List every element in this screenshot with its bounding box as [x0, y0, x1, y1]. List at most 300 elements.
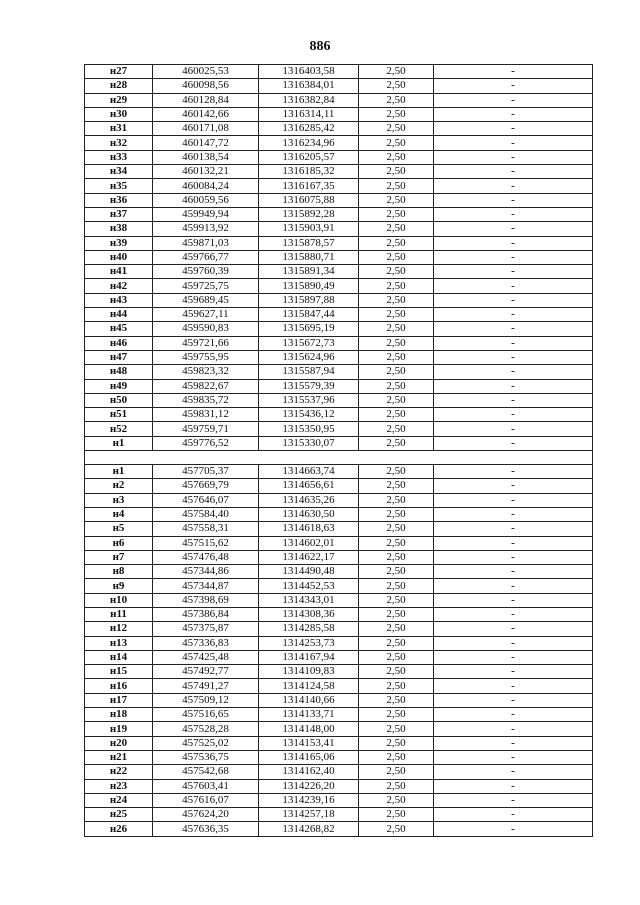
accuracy-cell: 2,50: [359, 665, 434, 679]
note-cell: -: [434, 207, 593, 221]
table-row: [85, 436, 593, 450]
y-coordinate-cell: 1315878,57: [259, 236, 359, 250]
table-row: [85, 293, 593, 307]
coordinates-table: [84, 64, 593, 837]
point-id-cell: н26: [85, 822, 153, 836]
table-row: [85, 536, 593, 550]
y-coordinate-cell: 1316167,35: [259, 179, 359, 193]
y-coordinate-cell: 1315880,71: [259, 250, 359, 264]
table-row: [85, 636, 593, 650]
y-coordinate-cell: 1314257,18: [259, 808, 359, 822]
note-cell: -: [434, 236, 593, 250]
table-row: [85, 65, 593, 79]
page-number: 886: [309, 39, 331, 54]
x-coordinate-cell: 457425,48: [153, 650, 259, 664]
accuracy-cell: 2,50: [359, 607, 434, 621]
x-coordinate-cell: 460171,08: [153, 122, 259, 136]
accuracy-cell: 2,50: [359, 165, 434, 179]
y-coordinate-cell: 1315847,44: [259, 308, 359, 322]
y-coordinate-cell: 1314308,36: [259, 607, 359, 621]
x-coordinate-cell: 460059,56: [153, 193, 259, 207]
x-coordinate-cell: 457528,28: [153, 722, 259, 736]
note-cell: -: [434, 665, 593, 679]
table-row: [85, 136, 593, 150]
x-coordinate-cell: 459755,95: [153, 350, 259, 364]
point-id-cell: н11: [85, 607, 153, 621]
table-row: [85, 207, 593, 221]
point-id-cell: н37: [85, 207, 153, 221]
table-row: [85, 679, 593, 693]
x-coordinate-cell: 457516,65: [153, 708, 259, 722]
x-coordinate-cell: 457398,69: [153, 593, 259, 607]
y-coordinate-cell: 1315890,49: [259, 279, 359, 293]
accuracy-cell: 2,50: [359, 136, 434, 150]
note-cell: -: [434, 250, 593, 264]
x-coordinate-cell: 460138,54: [153, 150, 259, 164]
point-id-cell: н19: [85, 722, 153, 736]
y-coordinate-cell: 1316382,84: [259, 93, 359, 107]
x-coordinate-cell: 457509,12: [153, 693, 259, 707]
note-cell: -: [434, 193, 593, 207]
point-id-cell: н8: [85, 565, 153, 579]
accuracy-cell: 2,50: [359, 107, 434, 121]
accuracy-cell: 2,50: [359, 336, 434, 350]
point-id-cell: н47: [85, 350, 153, 364]
table-row: [85, 465, 593, 479]
x-coordinate-cell: 459831,12: [153, 408, 259, 422]
note-cell: -: [434, 408, 593, 422]
table-row: [85, 622, 593, 636]
x-coordinate-cell: 459766,77: [153, 250, 259, 264]
point-id-cell: н17: [85, 693, 153, 707]
point-id-cell: н46: [85, 336, 153, 350]
point-id-cell: н27: [85, 65, 153, 79]
table-row: [85, 822, 593, 836]
point-id-cell: н32: [85, 136, 153, 150]
y-coordinate-cell: 1315891,34: [259, 265, 359, 279]
point-id-cell: н1: [85, 436, 153, 450]
point-id-cell: н1: [85, 465, 153, 479]
point-id-cell: н18: [85, 708, 153, 722]
point-id-cell: н39: [85, 236, 153, 250]
note-cell: -: [434, 622, 593, 636]
point-id-cell: н20: [85, 736, 153, 750]
table-row: [85, 665, 593, 679]
table-row: [85, 250, 593, 264]
table-row: [85, 107, 593, 121]
note-cell: -: [434, 350, 593, 364]
x-coordinate-cell: 457525,02: [153, 736, 259, 750]
point-id-cell: н38: [85, 222, 153, 236]
point-id-cell: н50: [85, 393, 153, 407]
x-coordinate-cell: 459776,52: [153, 436, 259, 450]
x-coordinate-cell: 459721,66: [153, 336, 259, 350]
note-cell: -: [434, 579, 593, 593]
y-coordinate-cell: 1314226,20: [259, 779, 359, 793]
x-coordinate-cell: 459627,11: [153, 308, 259, 322]
note-cell: -: [434, 536, 593, 550]
table-row: [85, 193, 593, 207]
table-row: [85, 693, 593, 707]
table-row: [85, 165, 593, 179]
x-coordinate-cell: 457336,83: [153, 636, 259, 650]
x-coordinate-cell: 460025,53: [153, 65, 259, 79]
accuracy-cell: 2,50: [359, 79, 434, 93]
x-coordinate-cell: 460142,66: [153, 107, 259, 121]
point-id-cell: н6: [85, 536, 153, 550]
x-coordinate-cell: 459835,72: [153, 393, 259, 407]
y-coordinate-cell: 1314140,66: [259, 693, 359, 707]
y-coordinate-cell: 1316285,42: [259, 122, 359, 136]
x-coordinate-cell: 457491,27: [153, 679, 259, 693]
point-id-cell: н51: [85, 408, 153, 422]
accuracy-cell: 2,50: [359, 679, 434, 693]
note-cell: -: [434, 750, 593, 764]
accuracy-cell: 2,50: [359, 379, 434, 393]
x-coordinate-cell: 457705,37: [153, 465, 259, 479]
point-id-cell: н25: [85, 808, 153, 822]
y-coordinate-cell: 1314630,50: [259, 507, 359, 521]
note-cell: -: [434, 550, 593, 564]
note-cell: -: [434, 507, 593, 521]
note-cell: -: [434, 822, 593, 836]
x-coordinate-cell: 459871,03: [153, 236, 259, 250]
x-coordinate-cell: 457542,68: [153, 765, 259, 779]
table-row: [85, 736, 593, 750]
note-cell: -: [434, 293, 593, 307]
x-coordinate-cell: 459689,45: [153, 293, 259, 307]
point-id-cell: н21: [85, 750, 153, 764]
note-cell: -: [434, 150, 593, 164]
point-id-cell: н43: [85, 293, 153, 307]
note-cell: -: [434, 65, 593, 79]
x-coordinate-cell: 457536,75: [153, 750, 259, 764]
table-row: [85, 765, 593, 779]
point-id-cell: н3: [85, 493, 153, 507]
table-row: [85, 422, 593, 436]
table-row: [85, 722, 593, 736]
point-id-cell: н41: [85, 265, 153, 279]
point-id-cell: н35: [85, 179, 153, 193]
accuracy-cell: 2,50: [359, 579, 434, 593]
x-coordinate-cell: 460084,24: [153, 179, 259, 193]
accuracy-cell: 2,50: [359, 222, 434, 236]
y-coordinate-cell: 1315695,19: [259, 322, 359, 336]
group-separator-row: [85, 451, 593, 465]
x-coordinate-cell: 459823,32: [153, 365, 259, 379]
note-cell: -: [434, 107, 593, 121]
y-coordinate-cell: 1314148,00: [259, 722, 359, 736]
x-coordinate-cell: 460147,72: [153, 136, 259, 150]
note-cell: -: [434, 493, 593, 507]
table-row: [85, 650, 593, 664]
accuracy-cell: 2,50: [359, 408, 434, 422]
x-coordinate-cell: 457375,87: [153, 622, 259, 636]
y-coordinate-cell: 1314663,74: [259, 465, 359, 479]
accuracy-cell: 2,50: [359, 808, 434, 822]
note-cell: -: [434, 365, 593, 379]
point-id-cell: н16: [85, 679, 153, 693]
x-coordinate-cell: 457492,77: [153, 665, 259, 679]
accuracy-cell: 2,50: [359, 493, 434, 507]
table-row: [85, 522, 593, 536]
accuracy-cell: 2,50: [359, 736, 434, 750]
y-coordinate-cell: 1315672,73: [259, 336, 359, 350]
accuracy-cell: 2,50: [359, 765, 434, 779]
x-coordinate-cell: 459590,83: [153, 322, 259, 336]
table-row: [85, 708, 593, 722]
x-coordinate-cell: 459949,94: [153, 207, 259, 221]
y-coordinate-cell: 1316205,57: [259, 150, 359, 164]
accuracy-cell: 2,50: [359, 722, 434, 736]
accuracy-cell: 2,50: [359, 65, 434, 79]
accuracy-cell: 2,50: [359, 636, 434, 650]
table-row: [85, 350, 593, 364]
y-coordinate-cell: 1315587,94: [259, 365, 359, 379]
table-row: [85, 79, 593, 93]
accuracy-cell: 2,50: [359, 436, 434, 450]
y-coordinate-cell: 1315579,39: [259, 379, 359, 393]
table-row: [85, 393, 593, 407]
table-row: [85, 379, 593, 393]
accuracy-cell: 2,50: [359, 565, 434, 579]
y-coordinate-cell: 1314153,41: [259, 736, 359, 750]
accuracy-cell: 2,50: [359, 593, 434, 607]
note-cell: -: [434, 607, 593, 621]
note-cell: -: [434, 122, 593, 136]
table-row: [85, 593, 593, 607]
table-row: [85, 279, 593, 293]
point-id-cell: н24: [85, 793, 153, 807]
table-row: [85, 150, 593, 164]
point-id-cell: н4: [85, 507, 153, 521]
accuracy-cell: 2,50: [359, 779, 434, 793]
point-id-cell: н12: [85, 622, 153, 636]
accuracy-cell: 2,50: [359, 279, 434, 293]
accuracy-cell: 2,50: [359, 422, 434, 436]
y-coordinate-cell: 1314285,58: [259, 622, 359, 636]
note-cell: -: [434, 565, 593, 579]
accuracy-cell: 2,50: [359, 179, 434, 193]
note-cell: -: [434, 422, 593, 436]
note-cell: -: [434, 479, 593, 493]
accuracy-cell: 2,50: [359, 708, 434, 722]
table-row: [85, 408, 593, 422]
y-coordinate-cell: 1314343,01: [259, 593, 359, 607]
note-cell: -: [434, 808, 593, 822]
point-id-cell: н14: [85, 650, 153, 664]
y-coordinate-cell: 1314133,71: [259, 708, 359, 722]
point-id-cell: н42: [85, 279, 153, 293]
accuracy-cell: 2,50: [359, 550, 434, 564]
y-coordinate-cell: 1314253,73: [259, 636, 359, 650]
x-coordinate-cell: 459759,71: [153, 422, 259, 436]
table-row: [85, 122, 593, 136]
accuracy-cell: 2,50: [359, 693, 434, 707]
point-id-cell: н48: [85, 365, 153, 379]
point-id-cell: н5: [85, 522, 153, 536]
table-row: [85, 779, 593, 793]
note-cell: -: [434, 308, 593, 322]
note-cell: -: [434, 793, 593, 807]
note-cell: -: [434, 736, 593, 750]
note-cell: -: [434, 336, 593, 350]
point-id-cell: н30: [85, 107, 153, 121]
accuracy-cell: 2,50: [359, 265, 434, 279]
y-coordinate-cell: 1314167,94: [259, 650, 359, 664]
accuracy-cell: 2,50: [359, 622, 434, 636]
point-id-cell: н33: [85, 150, 153, 164]
y-coordinate-cell: 1314452,53: [259, 579, 359, 593]
x-coordinate-cell: 457636,35: [153, 822, 259, 836]
y-coordinate-cell: 1314124,58: [259, 679, 359, 693]
note-cell: -: [434, 379, 593, 393]
y-coordinate-cell: 1315330,07: [259, 436, 359, 450]
y-coordinate-cell: 1314239,16: [259, 793, 359, 807]
x-coordinate-cell: 457669,79: [153, 479, 259, 493]
note-cell: -: [434, 650, 593, 664]
point-id-cell: н34: [85, 165, 153, 179]
note-cell: -: [434, 679, 593, 693]
point-id-cell: н29: [85, 93, 153, 107]
note-cell: -: [434, 179, 593, 193]
point-id-cell: н2: [85, 479, 153, 493]
note-cell: -: [434, 279, 593, 293]
x-coordinate-cell: 457624,20: [153, 808, 259, 822]
x-coordinate-cell: 457344,87: [153, 579, 259, 593]
y-coordinate-cell: 1314490,48: [259, 565, 359, 579]
accuracy-cell: 2,50: [359, 350, 434, 364]
accuracy-cell: 2,50: [359, 322, 434, 336]
accuracy-cell: 2,50: [359, 822, 434, 836]
y-coordinate-cell: 1315537,96: [259, 393, 359, 407]
note-cell: -: [434, 79, 593, 93]
y-coordinate-cell: 1314602,01: [259, 536, 359, 550]
y-coordinate-cell: 1314635,26: [259, 493, 359, 507]
point-id-cell: н15: [85, 665, 153, 679]
note-cell: -: [434, 636, 593, 650]
y-coordinate-cell: 1316075,88: [259, 193, 359, 207]
accuracy-cell: 2,50: [359, 122, 434, 136]
point-id-cell: н23: [85, 779, 153, 793]
note-cell: -: [434, 522, 593, 536]
y-coordinate-cell: 1316234,96: [259, 136, 359, 150]
x-coordinate-cell: 457515,62: [153, 536, 259, 550]
accuracy-cell: 2,50: [359, 93, 434, 107]
point-id-cell: н44: [85, 308, 153, 322]
point-id-cell: н49: [85, 379, 153, 393]
y-coordinate-cell: 1314165,06: [259, 750, 359, 764]
y-coordinate-cell: 1314618,63: [259, 522, 359, 536]
accuracy-cell: 2,50: [359, 522, 434, 536]
y-coordinate-cell: 1314656,61: [259, 479, 359, 493]
x-coordinate-cell: 460128,84: [153, 93, 259, 107]
y-coordinate-cell: 1314109,83: [259, 665, 359, 679]
accuracy-cell: 2,50: [359, 750, 434, 764]
note-cell: -: [434, 93, 593, 107]
note-cell: -: [434, 465, 593, 479]
x-coordinate-cell: 457558,31: [153, 522, 259, 536]
table-row: [85, 550, 593, 564]
note-cell: -: [434, 765, 593, 779]
y-coordinate-cell: 1314162,40: [259, 765, 359, 779]
x-coordinate-cell: 460098,56: [153, 79, 259, 93]
accuracy-cell: 2,50: [359, 193, 434, 207]
table-row: [85, 222, 593, 236]
x-coordinate-cell: 457584,40: [153, 507, 259, 521]
table-row: [85, 336, 593, 350]
x-coordinate-cell: 459913,92: [153, 222, 259, 236]
y-coordinate-cell: 1315903,91: [259, 222, 359, 236]
table-row: [85, 365, 593, 379]
separator-cell: [85, 451, 593, 465]
table-row: [85, 565, 593, 579]
note-cell: -: [434, 136, 593, 150]
accuracy-cell: 2,50: [359, 479, 434, 493]
y-coordinate-cell: 1315897,88: [259, 293, 359, 307]
accuracy-cell: 2,50: [359, 250, 434, 264]
y-coordinate-cell: 1315350,95: [259, 422, 359, 436]
y-coordinate-cell: 1315436,12: [259, 408, 359, 422]
note-cell: -: [434, 322, 593, 336]
y-coordinate-cell: 1316314,11: [259, 107, 359, 121]
table-row: [85, 607, 593, 621]
x-coordinate-cell: 457616,07: [153, 793, 259, 807]
accuracy-cell: 2,50: [359, 507, 434, 521]
y-coordinate-cell: 1314622,17: [259, 550, 359, 564]
note-cell: -: [434, 593, 593, 607]
note-cell: -: [434, 436, 593, 450]
accuracy-cell: 2,50: [359, 393, 434, 407]
table-row: [85, 322, 593, 336]
accuracy-cell: 2,50: [359, 308, 434, 322]
accuracy-cell: 2,50: [359, 150, 434, 164]
accuracy-cell: 2,50: [359, 207, 434, 221]
point-id-cell: н9: [85, 579, 153, 593]
coordinates-table-body: [85, 65, 593, 837]
point-id-cell: н31: [85, 122, 153, 136]
table-row: [85, 265, 593, 279]
y-coordinate-cell: 1316185,32: [259, 165, 359, 179]
y-coordinate-cell: 1314268,82: [259, 822, 359, 836]
note-cell: -: [434, 222, 593, 236]
x-coordinate-cell: 459725,75: [153, 279, 259, 293]
table-row: [85, 479, 593, 493]
x-coordinate-cell: 457603,41: [153, 779, 259, 793]
x-coordinate-cell: 457386,84: [153, 607, 259, 621]
note-cell: -: [434, 722, 593, 736]
accuracy-cell: 2,50: [359, 650, 434, 664]
table-row: [85, 750, 593, 764]
table-row: [85, 507, 593, 521]
note-cell: -: [434, 708, 593, 722]
x-coordinate-cell: 457646,07: [153, 493, 259, 507]
point-id-cell: н10: [85, 593, 153, 607]
note-cell: -: [434, 165, 593, 179]
x-coordinate-cell: 457344,86: [153, 565, 259, 579]
point-id-cell: н22: [85, 765, 153, 779]
table-row: [85, 579, 593, 593]
point-id-cell: н40: [85, 250, 153, 264]
accuracy-cell: 2,50: [359, 793, 434, 807]
accuracy-cell: 2,50: [359, 236, 434, 250]
point-id-cell: н45: [85, 322, 153, 336]
table-row: [85, 179, 593, 193]
point-id-cell: н28: [85, 79, 153, 93]
accuracy-cell: 2,50: [359, 536, 434, 550]
x-coordinate-cell: 459760,39: [153, 265, 259, 279]
accuracy-cell: 2,50: [359, 293, 434, 307]
